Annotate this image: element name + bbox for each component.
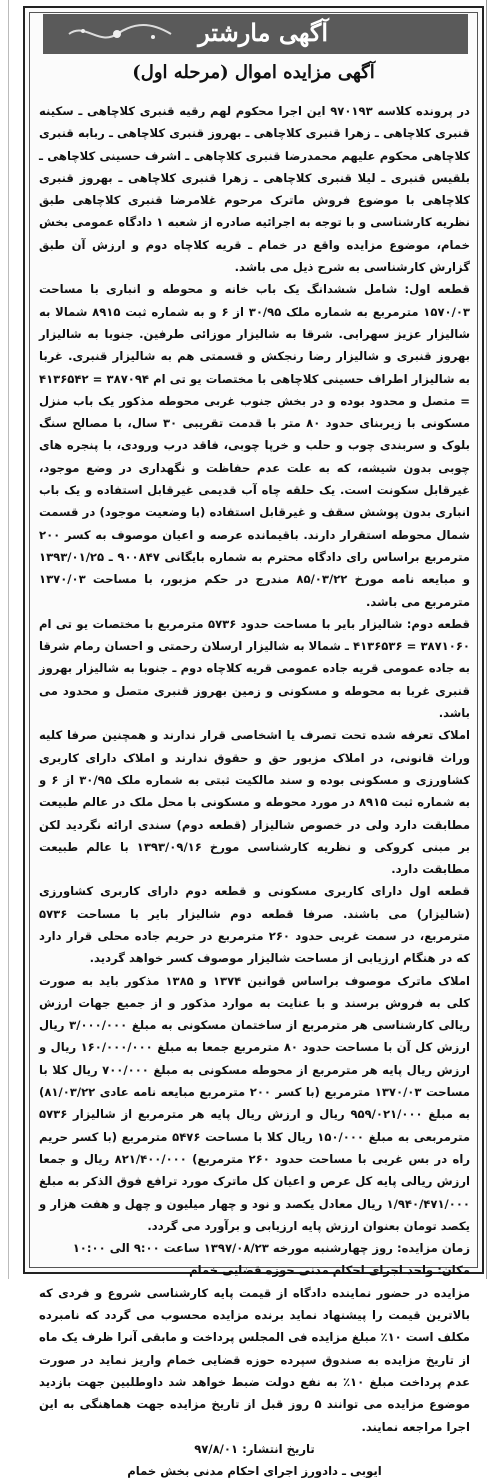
adjacent-page-edge-left bbox=[0, 0, 9, 1279]
publish-date: تاریخ انتشار: ۹۷/۸/۰۱ bbox=[194, 1441, 315, 1456]
paragraph-intro: در پرونده کلاسه ۹۷۰۱۹۳ این اجرا محکوم لهم رقیه قنبری کلاچاهی ـ سکینه قنبری کلاچاهی ـ زهرا قنبری کلاچاهی ـ بهروز قنبری کلاچاهی ـ ربابه قنبری کلاچاهی محکوم علیهم محمدرضا قنبری کلاچاهی ـ اشرف حسینی کلاچاهی ـ بلقیس قنبری ـ لیلا قنبری کلاچاهی ـ زهرا قنبری کلاچاهی ـ بهروز قنبری کلاچاهی با موضوع فروش ماترک مرحوم غلامرضا قنبری کلاچاهی طبق نظریه کارشناسی و با توجه به اجرائیه صادره از شعبه ۱ دادگاه عمومی بخش خمام، موضوع مزایده واقع در خمام ـ قریه کلاچاه دوم و ارزش آن طبق گزارش کارشناسی به شرح ذیل می باشد. bbox=[39, 104, 471, 275]
paragraph-parcel-one: قطعه اول: شامل ششدانگ یک باب خانه و محوطه و انباری با مساحت ۱۵۷۰/۰۳ مترمربع به شماره ملک ۳۰/۹۵ از ۶ و به شماره ثبت ۸۹۱۵ شمالا به شالیزار عزیز سهرابی. شرقا به شالیزار موزائی طرفین. جنوبا به شالیزار بهروز قنبری و شالیزار رضا رنجکش و قسمتی هم به شالیزار قنبری. غربا به شالیزار اطراف حسینی کلاچاهی با مختصات یو تی ام ۳۸۷۰۹۴ = ۴۱۳۶۵۴۲ = متصل و محدود بوده و در بخش جنوب غربی محوطه مذکور یک باب منزل مسکونی با زیربنای حدود ۸۰ متر با قدمت تقریبی ۳۰ سال، با مصالح سنگ بلوک و سربندی چوب و حلب و خرپا چوبی، فاقد درب ورودی، با پنجره های چوبی بدون شیشه، که به علت عدم حفاظت و نگهداری در وضع موجود، غیرقابل سکونت است. یک حلقه چاه آب قدیمی غیرقابل استفاده و یک باب انباری بدون پوشش سقف و غیرقابل استفاده (با وضعیت موجود) در قسمت شمال محوطه استقرار دارند. باقیمانده عرصه و اعیان موصوف به کسر ۲۰۰ مترمربع براساس رای دادگاه محترم به شماره بایگانی ۹۰۰۸۴۷ ـ ۱۳۹۳/۰۱/۲۵ و مبایعه نامه مورخ ۸۵/۰۳/۲۲ مندرج در حکم مزبور، با مساحت ۱۳۷۰/۰۳ مترمربع می باشد. bbox=[39, 282, 471, 609]
auction-notice bbox=[23, 6, 484, 1479]
paragraph-valuation: املاک ماترک موصوف براساس قوانین ۱۳۷۴ و ۱۳۸۵ مذکور باید به صورت کلی به فروش برسند و با عنایت به موارد مذکور و از جمیع جهات ارزش ریالی کارشناسی هر مترمربع از ساختمان مسکونی به مبلغ ۳/۰۰۰/۰۰۰ ریال ارزش کل آن با مساحت حدود ۸۰ مترمربع جمعا به مبلغ ۱۶۰/۰۰۰/۰۰۰ ریال و ارزش ریال پایه هر مترمربع از محوطه مسکونی به مبلغ ۷۰۰/۰۰۰ ریال کلا با مساحت ۱۳۷۰/۰۳ مترمربع (با کسر ۲۰۰ مترمربع مبایعه نامه عادی ۸۱/۰۳/۲۲) به مبلغ ۹۵۹/۰۲۱/۰۰۰ ریال و ارزش ریال پایه هر مترمربع از شالیزار ۵۷۳۶ مترمربعی به مبلغ ۱۵۰/۰۰۰ ریال کلا با مساحت ۵۴۷۶ مترمربع (با کسر حریم راه در بس غربی با مساحت حدود ۲۶۰ مترمربع) ۸۲۱/۴۰۰/۰۰۰ ریال و جمعا ارزش ریالی پایه کل عرص و اعیان کل ماترک مورد ترافع فوق الذکر به مبلغ ۱/۹۴۰/۴۷۱/۰۰۰ ریال معادل یکصد و نود و چهار میلیون و چهل و هفت هزار و یکصد تومان بعنوان ارزش پایه ارزیابی و برآورد می گردد. bbox=[39, 973, 471, 1233]
auction-time: زمان مزایده: روز چهارشنبه مورخه ۱۳۹۷/۰۸/۲۳ ساعت ۹:۰۰ الی ۱۰:۰۰ bbox=[72, 1241, 470, 1256]
paragraph-ownership: املاک تعرفه شده تحت تصرف یا اشخاصی قرار ندارند و همچنین صرفا کلیه وراث قانونی، در املاک مزبور حق و حقوق ندارند و املاک دارای کاربری کشاورزی و مسکونی بوده و سند مالکیت ثبتی به شماره ملک ۳۰/۹۵ از ۶ و به شماره ثبت ۸۹۱۵ در مورد محوطه و مسکونی با محل ملک در عالم طبیعت مطابقت دارد ولی در خصوص شالیزار (قطعه دوم) سندی ارائه نگردید لکن بر مبنی کروکی و نظریه کارشناسی مورخ ۱۳۹۳/۰۹/۱۶ با عالم طبیعت مطابقت دارد. bbox=[39, 728, 470, 877]
signature-line: ایوبی ـ دادورز اجرای احکام مدنی بخش خمام bbox=[127, 1464, 382, 1479]
banner-title: آگهی مارشتر bbox=[198, 18, 328, 47]
paragraph-terms: مزایده در حضور نماینده دادگاه از قیمت پایه کارشناسی شروع و فردی که بالاترین قیمت را پیشنهاد نماید برنده مزایده محسوب می گردد که نامبرده مکلف است ۱۰٪ مبلغ مزایده فی المجلس پرداخت و مابقی آنرا ظرف یک ماه از تاریخ مزایده به صندوق سپرده حوزه قضایی خمام واریز نماید در صورت عدم پرداخت مبلغ ۱۰٪ به نفع دولت ضبط خواهد شد داوطلبین جهت بازدید موضوع مزایده می توانند ۵ روز قبل از تاریخ مزایده جهت هماهنگی به این اجرا مراجعه نمایند. bbox=[39, 1285, 470, 1434]
adjacent-page-edge-right bbox=[486, 0, 499, 1279]
paragraph-parcel-two: قطعه دوم: شالیزار بایر با مساحت حدود ۵۷۳۶ مترمربع با مختصات یو تی ام ۳۸۷۱۰۶۰ = ۴۱۳۶۵۳۶ ـ شمالا به شالیزار ارسلان رحمتی و احسان رمام شرقا به جاده عمومی قریه جاده عمومی قریه کلاچاه دوم ـ جنوبا به شالیزار بهروز قنبری غربا به محوطه و مسکونی و زمین بهروز قنبری متصل و محدود می باشد. bbox=[39, 616, 470, 721]
header-banner bbox=[43, 14, 468, 54]
notice-heading: آگهی مزایده اموال (مرحله اول) bbox=[132, 62, 375, 83]
paragraph-usage: قطعه اول دارای کاربری مسکونی و قطعه دوم دارای کاربری کشاورزی (شالیزار) می باشند. صرفا قطعه دوم شالیزار بایر با مساحت ۵۷۳۶ مترمربع، در سمت غربی حدود ۲۶۰ مترمربع در حریم جاده محلی قرار دارد که در هنگام ارزیابی از مساحت شالیزار موصوف کسر خواهد گردید. bbox=[39, 884, 470, 966]
ornament-icon bbox=[65, 22, 175, 46]
auction-place: مکان: واحد اجرای احکام مدنی حوزه قضایی خمام bbox=[189, 1263, 470, 1278]
notice-body bbox=[39, 100, 470, 1482]
